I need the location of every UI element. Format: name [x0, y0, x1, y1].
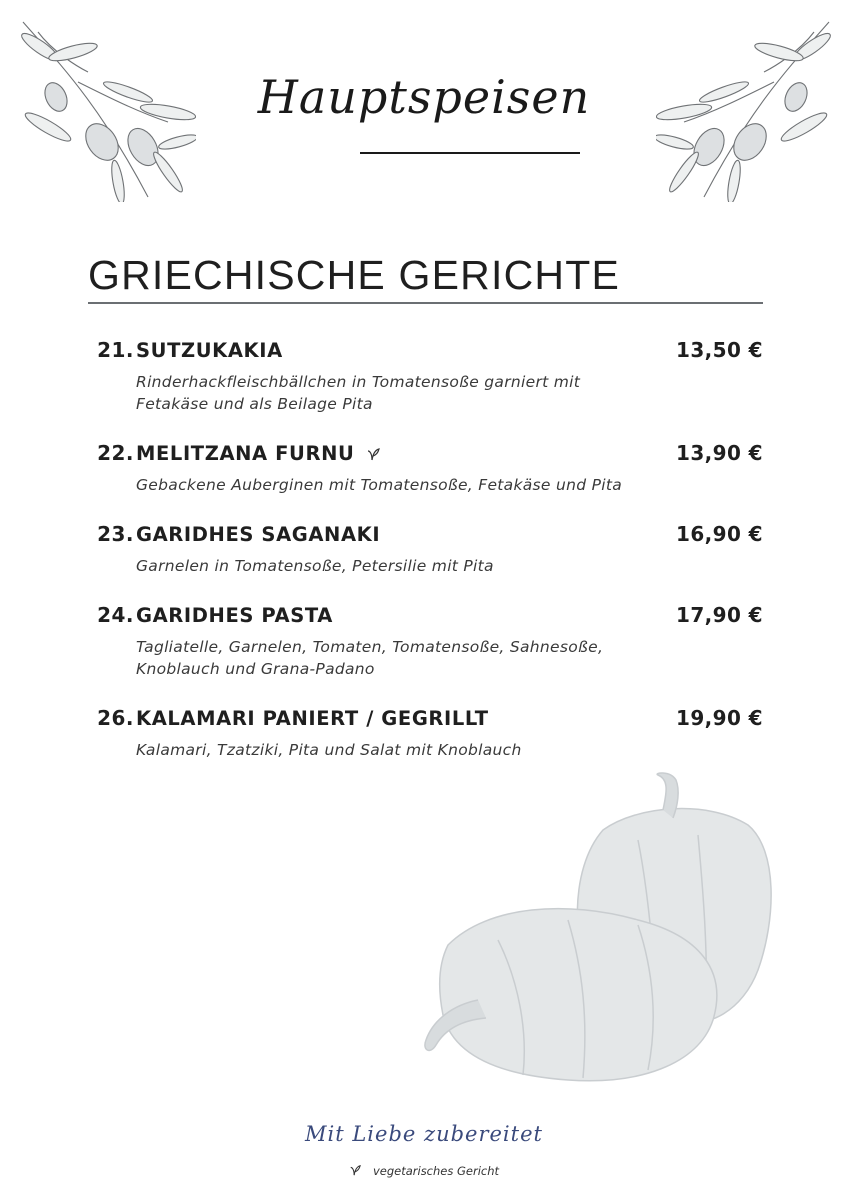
menu-item: [88, 338, 763, 415]
section-title: GRIECHISCHE GERICHTE: [88, 252, 620, 298]
menu-item: [88, 522, 763, 577]
item-description: Kalamari, Tzatziki, Pita und Salat mit Knoblauch: [136, 741, 522, 759]
item-number: 24.: [97, 603, 134, 627]
item-number: 21.: [97, 338, 134, 362]
footer-tagline: Mit Liebe zubereitet: [305, 1122, 543, 1146]
title-underline: [360, 152, 580, 154]
item-name: GARIDHES PASTA: [136, 604, 333, 627]
page-title: Hauptspeisen: [257, 70, 591, 124]
legend-label: vegetarisches Gericht: [372, 1164, 500, 1178]
item-price: 19,90 €: [676, 706, 763, 730]
item-price: 13,90 €: [676, 441, 763, 465]
item-price: 17,90 €: [676, 603, 763, 627]
item-name: GARIDHES SAGANAKI: [136, 523, 381, 546]
item-description: Tagliatelle, Garnelen, Tomaten, Tomatensoße, Sahnesoße, Knoblauch und Grana-Padano: [136, 638, 604, 678]
menu-list: [88, 338, 763, 787]
item-number: 26.: [97, 706, 134, 730]
item-description: Garnelen in Tomatensoße, Petersilie mit Pita: [136, 557, 494, 575]
footer-legend: [0, 1164, 848, 1178]
menu-item: [88, 706, 763, 761]
item-name: MELITZANA FURNU: [136, 442, 676, 465]
item-name: KALAMARI PANIERT / GEGRILLT: [136, 707, 489, 730]
item-price: 13,50 €: [676, 338, 763, 362]
item-description: Rinderhackfleischbällchen in Tomatensoße garniert mit Fetakäse und als Beilage Pita: [136, 373, 581, 413]
item-name: SUTZUKAKIA: [136, 339, 283, 362]
vegetarian-leaf-icon: [349, 1164, 361, 1176]
item-price: 16,90 €: [676, 522, 763, 546]
item-description: Gebackene Auberginen mit Tomatensoße, Fetakäse und Pita: [136, 476, 623, 494]
bell-pepper-icon: [408, 770, 780, 1100]
menu-item: [88, 603, 763, 680]
menu-item: [88, 441, 763, 496]
item-number: 22.: [97, 441, 134, 465]
vegetarian-leaf-icon: [366, 447, 380, 461]
item-number: 23.: [97, 522, 134, 546]
section-divider: [88, 302, 763, 304]
